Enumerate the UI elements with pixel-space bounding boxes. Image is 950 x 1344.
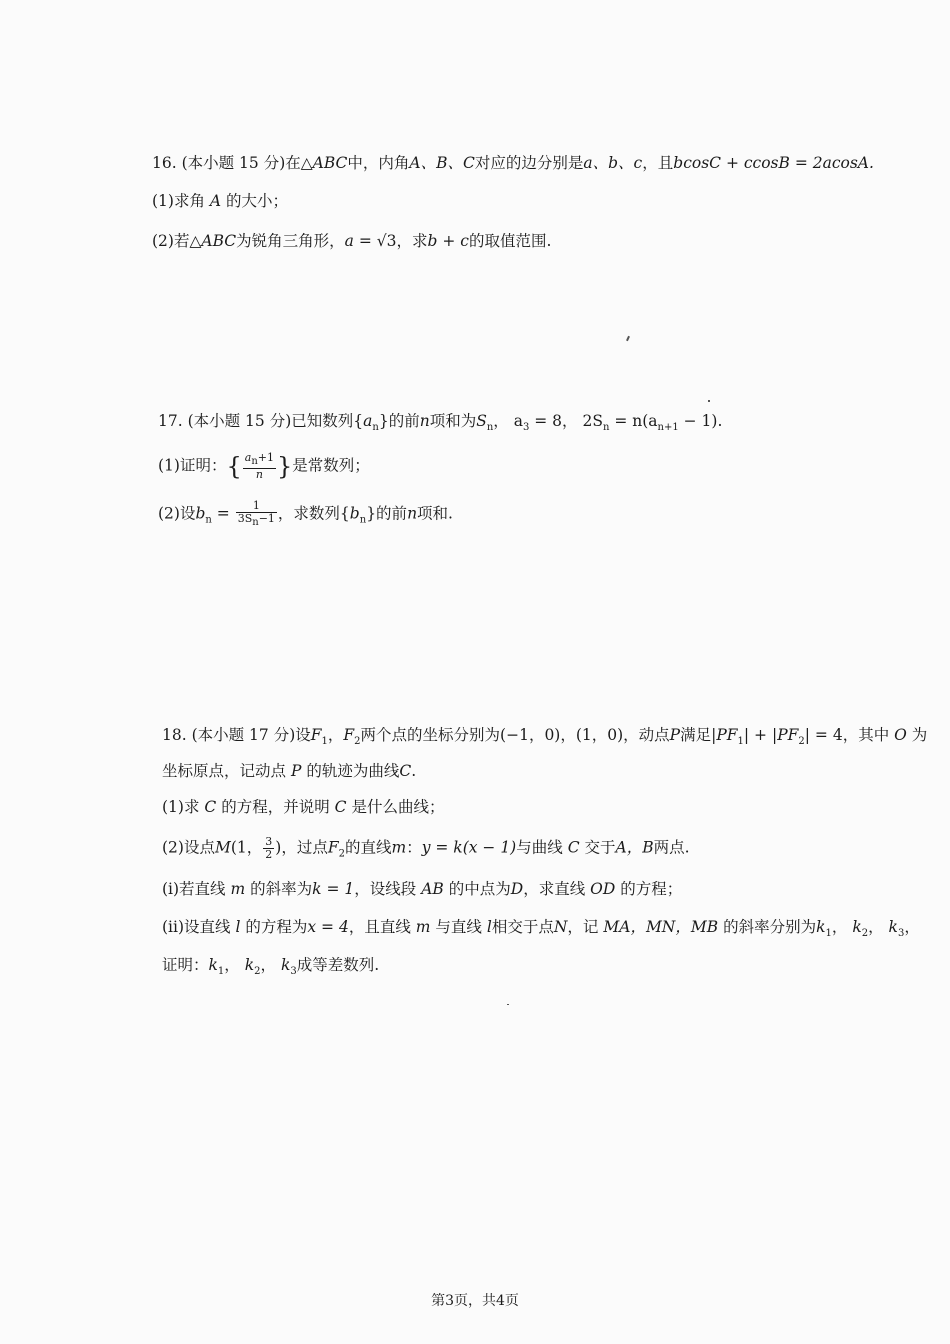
q18-part2-ii: (ii)设直线 l 的方程为x = 4，且直线 m 与直线 l相交于点N，记 MA，MN，MB 的斜率分别为$k_1$， $k_2$， $k_3$， bbox=[162, 918, 920, 940]
q16-stem: 16. (本小题 15 分)在△ABC中，内角A、B、C对应的边分别是a、b、c，且bcosC + ccosB = 2acosA. bbox=[152, 154, 874, 172]
q18-part2: (2)设点M(1， $\frac{3}{2}$ )，过点$F_2$的直线m：y = k(x − 1)与曲线 C 交于A，B两点. bbox=[162, 835, 690, 861]
q16-part1: (1)求角 A 的大小； bbox=[152, 192, 289, 210]
q17-part2: (2)设$b_n$ = $\frac{1}{3S_n-1}$ ，求数列$\{b_n\}$的前n项和. bbox=[158, 499, 453, 529]
scan-speck bbox=[626, 336, 630, 341]
scan-speck bbox=[708, 400, 710, 402]
q18-stem: 18. (本小题 17 分)设$F_1$，$F_2$两个点的坐标分别为(−1，0)，(1，0)，动点P满足$|PF_1| + |PF_2| = 4$，其中 O 为 bbox=[162, 726, 928, 748]
q18-part1: (1)求 C 的方程，并说明 C 是什么曲线； bbox=[162, 798, 445, 816]
q18-part2-i: (i)若直线 m 的斜率为k = 1，设线段 AB 的中点为D，求直线 OD 的方程； bbox=[162, 880, 683, 898]
q17-stem: 17. (本小题 15 分)已知数列$\{a_n\}$的前n项和为$S_n$， $a_3 = 8$， $2S_n = n(a_{n+1} - 1)$. bbox=[158, 412, 723, 434]
page-number: 第3页，共4页 bbox=[431, 1293, 519, 1309]
q17-part1: (1)证明：{ $\frac{a_n+1}{n}$ }是常数列； bbox=[158, 451, 370, 482]
q18-stem-line2: 坐标原点，记动点 P 的轨迹为曲线C. bbox=[162, 762, 417, 780]
q18-part2-ii-conclusion: 证明：$k_1$， $k_2$， $k_3$成等差数列. bbox=[162, 956, 380, 978]
scan-speck bbox=[507, 1004, 509, 1005]
q16-part2: (2)若△ABC为锐角三角形，a = √3，求b + c的取值范围. bbox=[152, 232, 552, 250]
